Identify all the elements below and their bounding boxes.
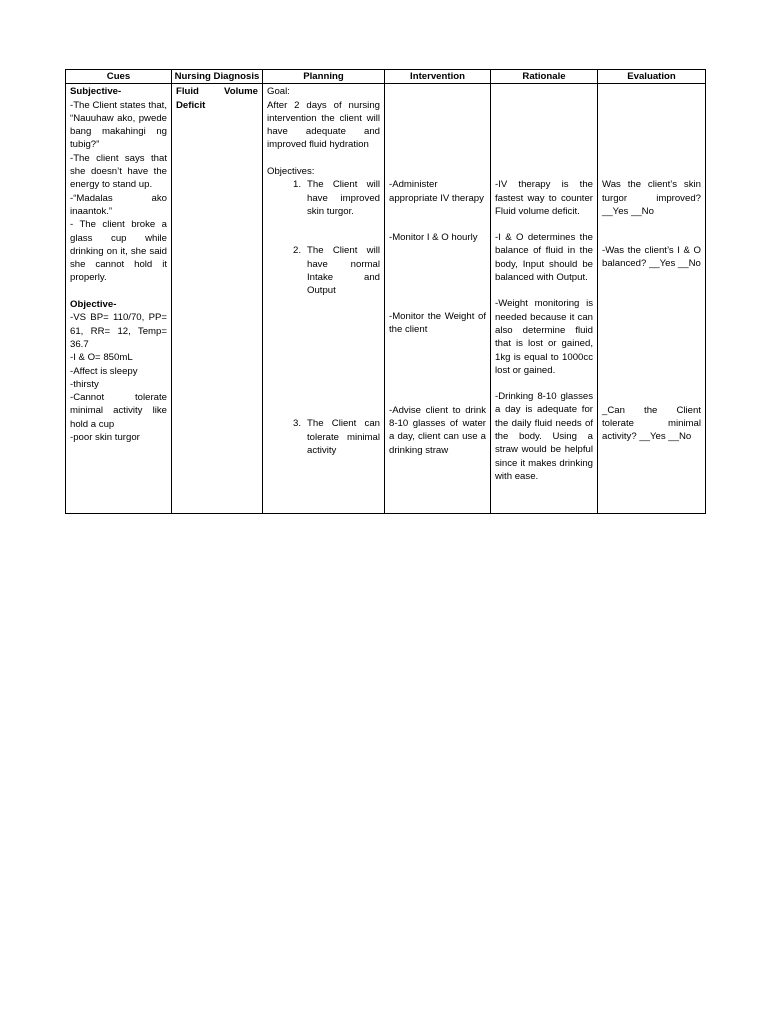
objective-text: The Client will have improved skin turgor. — [307, 179, 380, 217]
cues-cell — [66, 84, 172, 514]
objectives-label: Objectives: — [267, 166, 315, 178]
goal-text: After 2 days of nursing intervention the client will have adequate and improved fluid hydration — [267, 99, 380, 151]
header-rationale: Rationale — [491, 70, 598, 84]
rationale-item: -Drinking 8-10 glasses a day is adequate for the daily fluid needs of the body. Using a straw would be helpful since it makes drinking with ease. — [495, 391, 593, 482]
header-cues: Cues — [66, 70, 172, 84]
objective-cue: -Cannot tolerate minimal activity like hold a cup — [70, 392, 167, 430]
objective-item — [267, 178, 380, 218]
header-intervention: Intervention — [385, 70, 491, 84]
objective-text: The Client can tolerate minimal activity — [307, 418, 380, 457]
evaluation-item: -Was the client’s I & O balanced? __Yes __No — [602, 245, 701, 270]
evaluation-item: _Can the Client tolerate minimal activity? __Yes __No — [602, 404, 701, 443]
objective-cue: -thirsty — [70, 378, 99, 390]
subjective-cue: -The Client states that, “Nauuhaw ako, pwede bang makahingi ng tubig?” — [70, 99, 167, 151]
objective-cue: -VS BP= 110/70, PP= 61, RR= 12, Temp= 36.7 — [70, 312, 167, 350]
objective-cue: -Affect is sleepy — [70, 365, 138, 377]
header-row — [66, 70, 706, 84]
care-plan-table — [65, 69, 706, 514]
evaluation-item: Was the client’s skin turgor improved? __Yes __No — [602, 179, 701, 217]
header-nursing-diagnosis: Nursing Diagnosis — [172, 70, 263, 84]
objective-heading: Objective- — [70, 299, 117, 311]
subjective-cue: - The client broke a glass cup while drinking on it, she said she cannot hold it properly. — [70, 219, 167, 284]
rationale-item: -Weight monitoring is needed because it can also determine fluid that is lost or gained, 1kg is equal to 1000cc lost or gained. — [495, 298, 593, 376]
subjective-heading: Subjective- — [70, 86, 122, 98]
objective-cue: -poor skin turgor — [70, 432, 140, 444]
intervention-item: -Monitor I & O hourly — [389, 231, 478, 243]
header-planning: Planning — [263, 70, 385, 84]
subjective-cue: -“Madalas ako inaantok.” — [70, 192, 167, 217]
objective-number: 3. — [292, 418, 301, 430]
subjective-cue: -The client says that she doesn’t have the energy to stand up. — [70, 152, 167, 191]
goal-label: Goal: — [267, 86, 290, 98]
diagnosis-cell — [172, 84, 263, 514]
rationale-cell — [491, 84, 598, 514]
header-evaluation: Evaluation — [598, 70, 706, 84]
objective-item — [267, 417, 380, 457]
evaluation-cell — [598, 84, 706, 514]
objective-text: The Client will have normal Intake and Output — [307, 245, 380, 297]
rationale-item: -I & O determines the balance of fluid in the body, Input should be balanced with Output. — [495, 232, 593, 284]
intervention-item: -Advise client to drink 8-10 glasses of water a day, client can use a drinking straw — [389, 404, 486, 456]
intervention-item: -Monitor the Weight of the client — [389, 311, 486, 336]
intervention-cell — [385, 84, 491, 514]
objective-cue: -I & O= 850mL — [70, 352, 133, 364]
planning-cell — [263, 84, 385, 514]
table-row — [66, 84, 706, 514]
nursing-care-plan — [65, 69, 705, 514]
intervention-item: -Administer appropriate IV therapy — [389, 179, 484, 204]
rationale-item: -IV therapy is the fastest way to counter Fluid volume deficit. — [495, 179, 593, 217]
objective-item — [267, 244, 380, 297]
objective-number: 2. — [292, 245, 301, 257]
objective-number: 1. — [292, 179, 301, 191]
nursing-diagnosis: Fluid Volume Deficit — [176, 86, 258, 111]
